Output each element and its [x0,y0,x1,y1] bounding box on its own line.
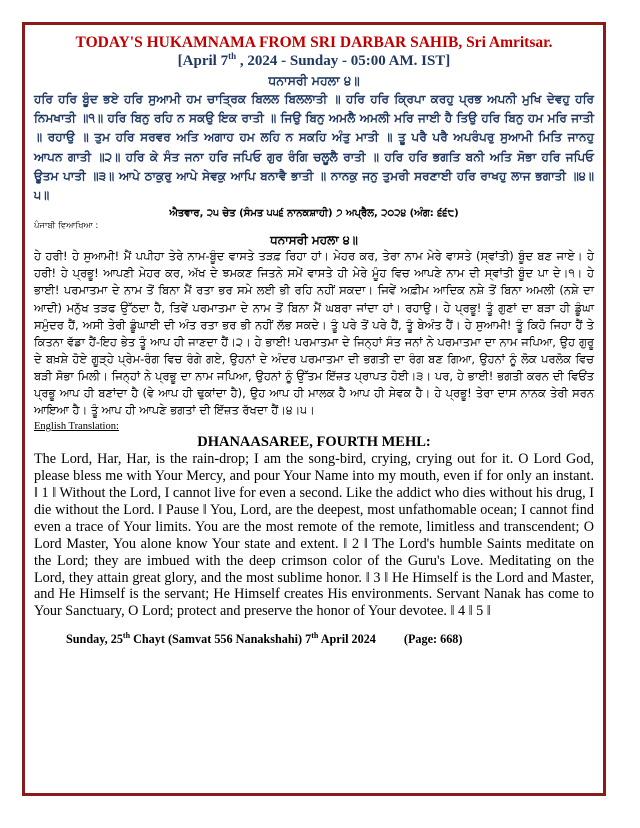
footer-date-mid: Chayt (Samvat 556 Nanakshahi) 7 [130,632,312,647]
footer-date-close: April 2024 [318,632,376,647]
english-translation-label: English Translation: [34,421,119,433]
gurbani-text: ਹਰਿ ਹਰਿ ਬੂੰਦ ਭਏ ਹਰਿ ਸੁਆਮੀ ਹਮ ਚਾਤ੍ਰਿਕ ਬਿਲਲ ਬਿਲਲਾਤੀ ॥ ਹਰਿ ਹਰਿ ਕ੍ਰਿਪਾ ਕਰਹੁ ਪ੍ਰਭ ਅਪਨੀ ਮੁਖਿ ਦੇਵਹੁ ਹਰਿ ਨਿਮਖਾਤੀ ॥੧॥ ਹਰਿ ਬਿਨੁ ਰਹਿ ਨ ਸਕਉ ਇਕ ਰਾਤੀ ॥ ਜਿਉ ਬਿਨੁ ਅਮਲੈ ਅਮਲੀ ਮਰਿ ਜਾਈ ਹੈ ਤਿਉ ਹਰਿ ਬਿਨੁ ਹਮ ਮਰਿ ਜਾਤੀ ॥ ਰਹਾਉ ॥ ਤੁਮ ਹਰਿ ਸਰਵਰ ਅਤਿ ਅਗਾਹ ਹਮ ਲਹਿ ਨ ਸਕਹਿ ਅੰਤੁ ਮਾਤੀ ॥ ਤੂ ਪਰੈ ਪਰੈ ਅਪਰੰਪਰੁ ਸੁਆਮੀ ਮਿਤਿ ਜਾਨਹੁ ਆਪਨ ਗਾਤੀ ॥੨॥ ਹਰਿ ਕੇ ਸੰਤ ਜਨਾ ਹਰਿ ਜਪਿਓ ਗੁਰ ਰੰਗਿ ਚਲੂਲੈ ਰਾਤੀ ॥ ਹਰਿ ਹਰਿ ਭਗਤਿ ਬਨੀ ਅਤਿ ਸੋਭਾ ਹਰਿ ਜਪਿਓ ਊਤਮ ਪਾਤੀ ॥੩॥ ਆਪੇ ਠਾਕੁਰੁ ਆਪੇ ਸੇਵਕੁ ਆਪਿ ਬਨਾਵੈ ਭਾਤੀ ॥ ਨਾਨਕੁ ਜਨੁ ਤੁਮਰੀ ਸਰਣਾਈ ਹਰਿ ਰਾਖਹੁ ਲਾਜ ਭਗਾਤੀ ॥੪॥੫॥ [34,92,594,203]
footer-date-open: Sunday, 25 [66,632,123,647]
date-open: [April 7 [177,53,229,69]
footer-sup-1: th [122,631,131,641]
page-title: TODAY'S HUKAMNAMA FROM SRI DARBAR SAHIB, Sri Amritsar. [75,34,553,51]
footer-date [66,632,376,647]
footer-date-line [34,632,594,647]
punjabi-vyakhia-label: ਪੰਜਾਬੀ ਵਿਆਖਿਆ : [34,221,99,232]
english-heading: DHANAASAREE, FOURTH MEHL: [197,434,431,451]
hukamnama-date [34,52,594,70]
vyakhia-text: ਹੇ ਹਰੀ! ਹੇ ਸੁਆਮੀ! ਮੈਂ ਪਪੀਹਾ ਤੇਰੇ ਨਾਮ-ਬੂੰਦ ਵਾਸਤੇ ਤੜਫ਼ ਰਿਹਾ ਹਾਂ। ਮੇਹਰ ਕਰ, ਤੇਰਾ ਨਾਮ ਮੇਰੇ ਵਾਸਤੇ (ਸ੍ਵਾਂਤੀ) ਬੂੰਦ ਬਣ ਜਾਏ। ਹੇ ਹਰੀ! ਹੇ ਪ੍ਰਭੂ! ਆਪਣੀ ਮੇਹਰ ਕਰ, ਅੱਖ ਦੇ ਝਮਕਣ ਜਿਤਨੇ ਸਮੇਂ ਵਾਸਤੇ ਹੀ ਮੇਰੇ ਮੂੰਹ ਵਿਚ ਆਪਣੇ ਨਾਮ ਦੀ ਸ੍ਵਾਂਤੀ ਬੂੰਦ ਪਾ ਦੇ।੧। ਹੇ ਭਾਈ! ਪਰਮਾਤਮਾ ਦੇ ਨਾਮ ਤੋਂ ਬਿਨਾ ਮੈਂ ਰਤਾ ਭਰ ਸਮੇ ਲਈ ਭੀ ਰਹਿ ਨਹੀਂ ਸਕਦਾ। ਜਿਵੇਂ ਅਫ਼ੀਮ ਆਦਿਕ ਨਸ਼ੇ ਤੋਂ ਬਿਨਾ ਅਮਲੀ (ਨਸ਼ੇ ਦਾ ਆਦੀ) ਮਨੁੱਖ ਤੜਫ ਉੱਠਦਾ ਹੈ, ਤਿਵੇਂ ਪਰਮਾਤਮਾ ਦੇ ਨਾਮ ਤੋਂ ਬਿਨਾ ਮੈਂ ਘਬਰਾ ਜਾਂਦਾ ਹਾਂ। ਰਹਾਉ। ਹੇ ਪ੍ਰਭੂ! ਤੂੰ ਗੁਣਾਂ ਦਾ ਬੜਾ ਹੀ ਡੂੰਘਾ ਸਮੁੰਦਰ ਹੈਂ, ਅਸੀ ਤੇਰੀ ਡੂੰਘਾਈ ਦੀ ਅੰਤ ਰਤਾ ਭਰ ਭੀ ਨਹੀਂ ਲੱਭ ਸਕਦੇ। ਤੂੰ ਪਰੇ ਤੋਂ ਪਰੇ ਹੈਂ, ਤੂੰ ਬੇਅੰਤ ਹੈਂ। ਹੇ ਸੁਆਮੀ! ਤੂੰ ਕਿਹੋ ਜਿਹਾ ਹੈਂ ਤੇ ਕਿਤਨਾ ਵੱਡਾ ਹੈਂ-ਇਹ ਭੇਤ ਤੂੰ ਆਪ ਹੀ ਜਾਣਦਾ ਹੈਂ।੨। ਹੇ ਭਾਈ! ਪਰਮਾਤਮਾ ਦੇ ਜਿਨ੍ਹਾਂ ਸੰਤ ਜਨਾਂ ਨੇ ਪਰਮਾਤਮਾ ਦਾ ਨਾਮ ਜਪਿਆ, ਉਹ ਗੁਰੂ ਦੇ ਬਖ਼ਸ਼ੇ ਹੋਏ ਗੂੜ੍ਹੇ ਪ੍ਰੇਮ-ਰੰਗ ਵਿਚ ਰੰਗੇ ਗਏ, ਉਹਨਾਂ ਦੇ ਅੰਦਰ ਪਰਮਾਤਮਾ ਦੀ ਭਗਤੀ ਦਾ ਰੰਗ ਬਣ ਗਿਆ, ਉਹਨਾਂ ਨੂੰ ਲੋਕ ਪਰਲੋਕ ਵਿਚ ਬੜੀ ਸੋਭਾ ਮਿਲੀ। ਜਿਨ੍ਹਾਂ ਨੇ ਪ੍ਰਭੂ ਦਾ ਨਾਮ ਜਪਿਆ, ਉਹਨਾਂ ਨੂੰ ਉੱਤਮ ਇੱਜ਼ਤ ਪ੍ਰਾਪਤ ਹੋਈ।੩। ਪਰ, ਹੇ ਭਾਈ! ਭਗਤੀ ਕਰਨ ਦੀ ਵਿਓਂਤ ਪ੍ਰਭੂ ਆਪ ਹੀ ਬਣਾਂਦਾ ਹੈ (ਵੇ ਆਪ ਹੀ ਢੁਕਾਂਦਾ ਹੈ), ਉਹ ਆਪ ਹੀ ਮਾਲਕ ਹੈ ਆਪ ਹੀ ਸੇਵਕ ਹੈ। ਹੇ ਪ੍ਰਭੂ! ਤੇਰਾ ਦਾਸ ਨਾਨਕ ਤੇਰੀ ਸਰਨ ਆਇਆ ਹੈ। ਤੂੰ ਆਪ ਹੀ ਆਪਣੇ ਭਗਤਾਂ ਦੀ ਇੱਜ਼ਤ ਰੱਖਦਾ ਹੈਂ।੪।੫। [34,249,594,418]
date-rest: , 2024 - Sunday - 05:00 AM. IST] [236,53,451,69]
punjabi-date: ਐਤਵਾਰ, ੨੫ ਚੇਤ (ਸੰਮਤ ੫੫੬ ਨਾਨਕਸ਼ਾਹੀ) ੭ ਅਪ੍ਰੈਲ, ੨੦੨੪ (ਅੰਗ: ੬੬੮) [169,208,459,220]
footer-page: (Page: 668) [403,632,463,647]
gurbani-heading: ਧਨਾਸਰੀ ਮਹਲਾ ੪॥ [268,73,360,88]
document-frame [22,22,606,796]
date-sup: th [228,51,237,61]
vyakhia-heading: ਧਨਾਸਰੀ ਮਹਲਾ ੪॥ [270,233,358,248]
english-text: The Lord, Har, Har, is the rain-drop; I am the song-bird, crying, crying out for it. O Lord God, please bless me with Your Mercy, and pour Your Name into my mouth, even if for only an instant. ‖ 1 ‖ Without the Lord, I cannot live for even a second. Like the addict who dies without his drug, I die without the Lord. ‖ Pause ‖ You, Lord, are the deepest, most unfathomable ocean; I cannot find even a trace of Your limits. You are the most remote of the remote, limitless and transcendent; O Lord Master, You alone know Your state and extent. ‖ 2 ‖ The Lord's humble Saints meditate on the Lord; they are imbued with the deep crimson color of the Guru's Love. Meditating on the Lord, they attain great glory, and the most sublime honor. ‖ 3 ‖ He Himself is the Lord and Master, and He Himself is the servant; He Himself creates His environments. Servant Nanak has come to Your Sanctuary, O Lord; protect and preserve the honor of Your devotee. ‖ 4 ‖ 5 ‖ [34,451,594,620]
footer-sup-2: th [311,631,319,641]
